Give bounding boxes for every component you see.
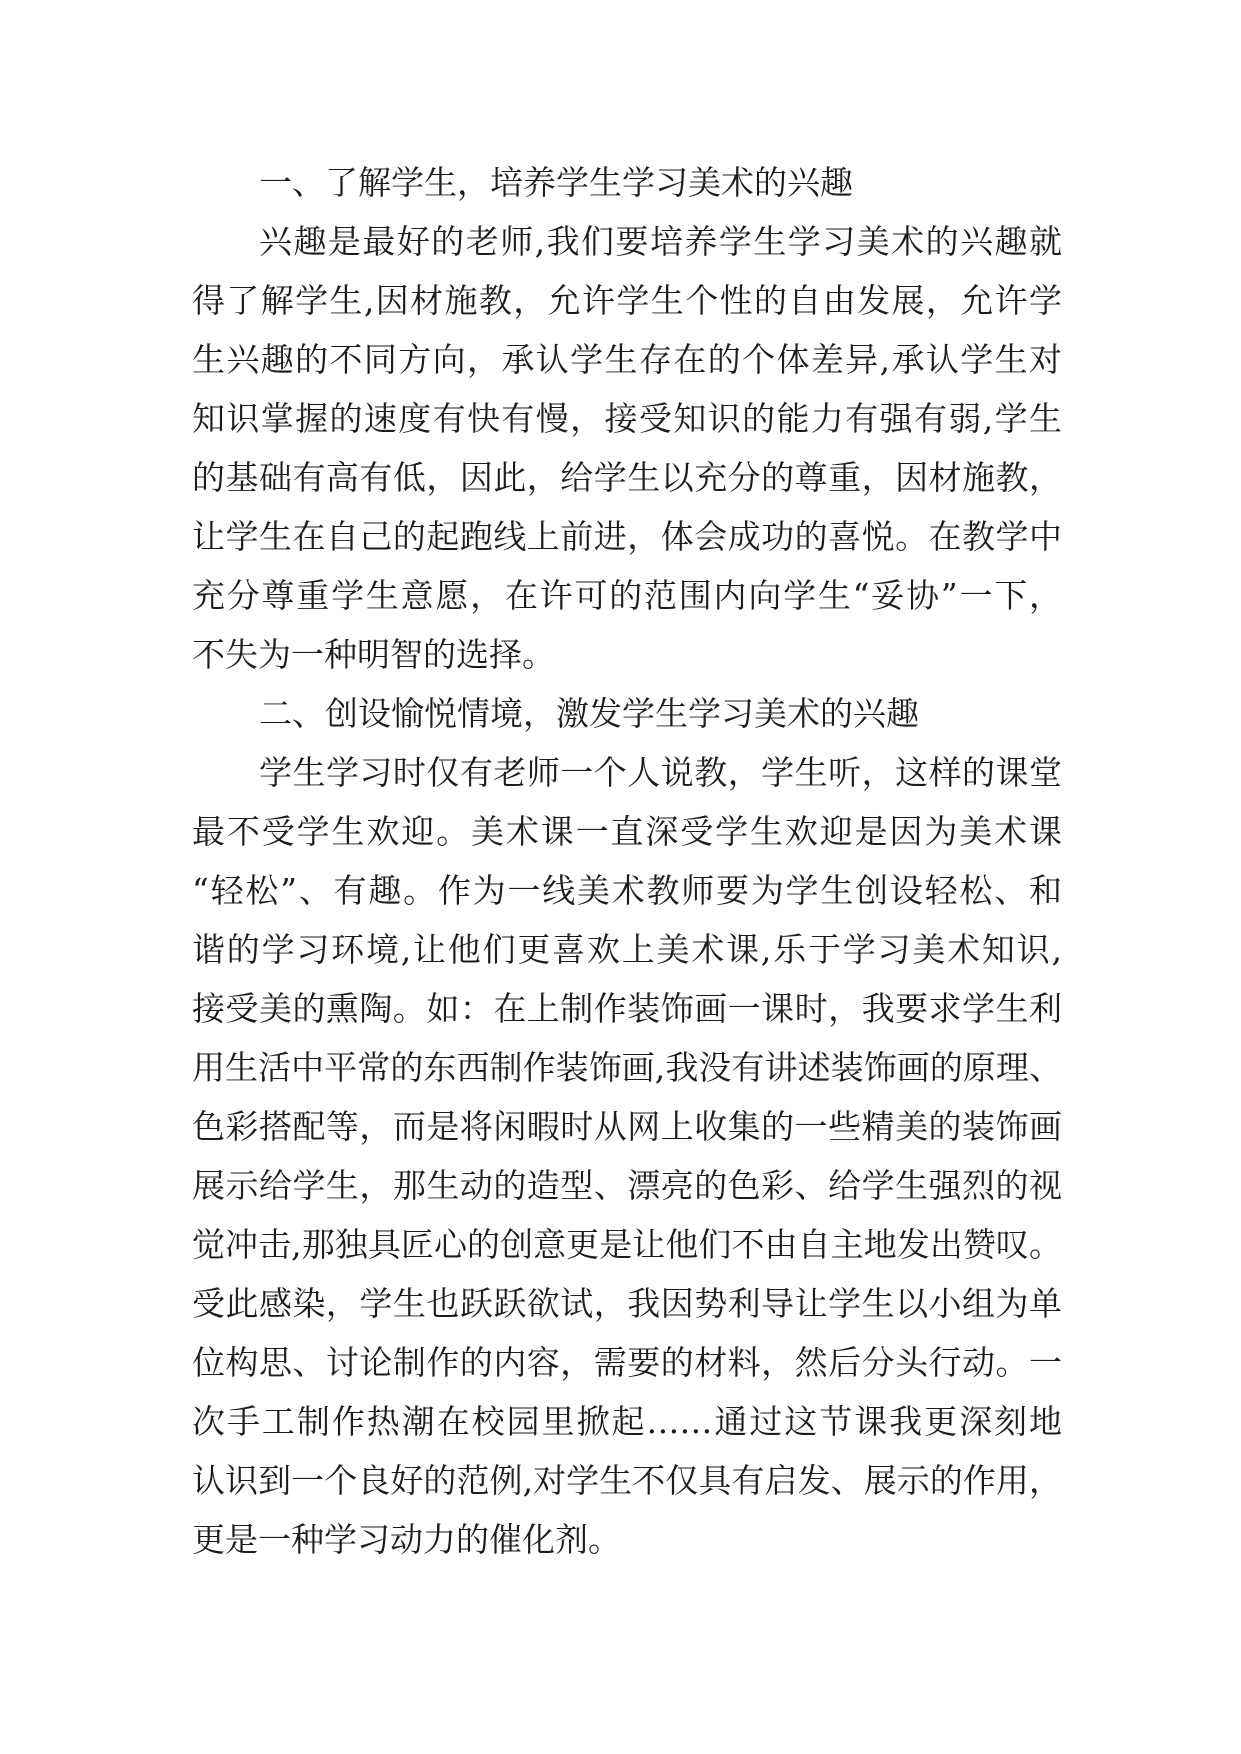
paragraph-line: 接受美的熏陶。如：在上制作装饰画一课时，我要求学生利 <box>192 989 1062 1028</box>
paragraph-line: 不失为一种明智的选择。 <box>192 635 555 674</box>
paragraph-line: 学生学习时仅有老师一个人说教，学生听，这样的课堂 <box>259 753 1062 792</box>
paragraph-line: 展示给学生，那生动的造型、漂亮的色彩、给学生强烈的视 <box>192 1166 1062 1205</box>
paragraph-line: 次手工制作热潮在校园里掀起……通过这节课我更深刻地 <box>192 1402 1062 1441</box>
paragraph-line: 位构思、讨论制作的内容，需要的材料，然后分头行动。一 <box>192 1343 1062 1382</box>
paragraph-line: 知识掌握的速度有快有慢，接受知识的能力有强有弱,学生 <box>192 399 1062 438</box>
paragraph-line: 更是一种学习动力的催化剂。 <box>192 1520 621 1559</box>
paragraph-line: 让学生在自己的起跑线上前进，体会成功的喜悦。在教学中 <box>192 517 1062 556</box>
paragraph-line: “轻松”、有趣。作为一线美术教师要为学生创设轻松、和 <box>192 871 1062 910</box>
paragraph-line: 觉冲击,那独具匠心的创意更是让他们不由自主地发出赞叹。 <box>192 1225 1062 1264</box>
paragraph-line: 得了解学生,因材施教，允许学生个性的自由发展，允许学 <box>192 281 1062 320</box>
heading-section-2: 二、创设愉悦情境，激发学生学习美术的兴趣 <box>259 694 919 733</box>
paragraph-line: 的基础有高有低，因此，给学生以充分的尊重，因材施教， <box>192 458 1062 497</box>
paragraph-line: 充分尊重学生意愿，在许可的范围内向学生“妥协”一下， <box>192 576 1062 615</box>
paragraph-line: 谐的学习环境,让他们更喜欢上美术课,乐于学习美术知识, <box>192 930 1062 969</box>
heading-section-1: 一、了解学生，培养学生学习美术的兴趣 <box>259 163 853 202</box>
paragraph-line: 色彩搭配等，而是将闲暇时从网上收集的一些精美的装饰画 <box>192 1107 1062 1146</box>
paragraph-line: 受此感染，学生也跃跃欲试，我因势利导让学生以小组为单 <box>192 1284 1062 1323</box>
paragraph-line: 最不受学生欢迎。美术课一直深受学生欢迎是因为美术课 <box>192 812 1062 851</box>
paragraph-line: 用生活中平常的东西制作装饰画,我没有讲述装饰画的原理、 <box>192 1048 1062 1087</box>
paragraph-line: 生兴趣的不同方向，承认学生存在的个体差异,承认学生对 <box>192 340 1062 379</box>
paragraph-line: 认识到一个良好的范例,对学生不仅具有启发、展示的作用， <box>192 1461 1062 1500</box>
paragraph-line: 兴趣是最好的老师,我们要培养学生学习美术的兴趣就 <box>259 222 1062 261</box>
